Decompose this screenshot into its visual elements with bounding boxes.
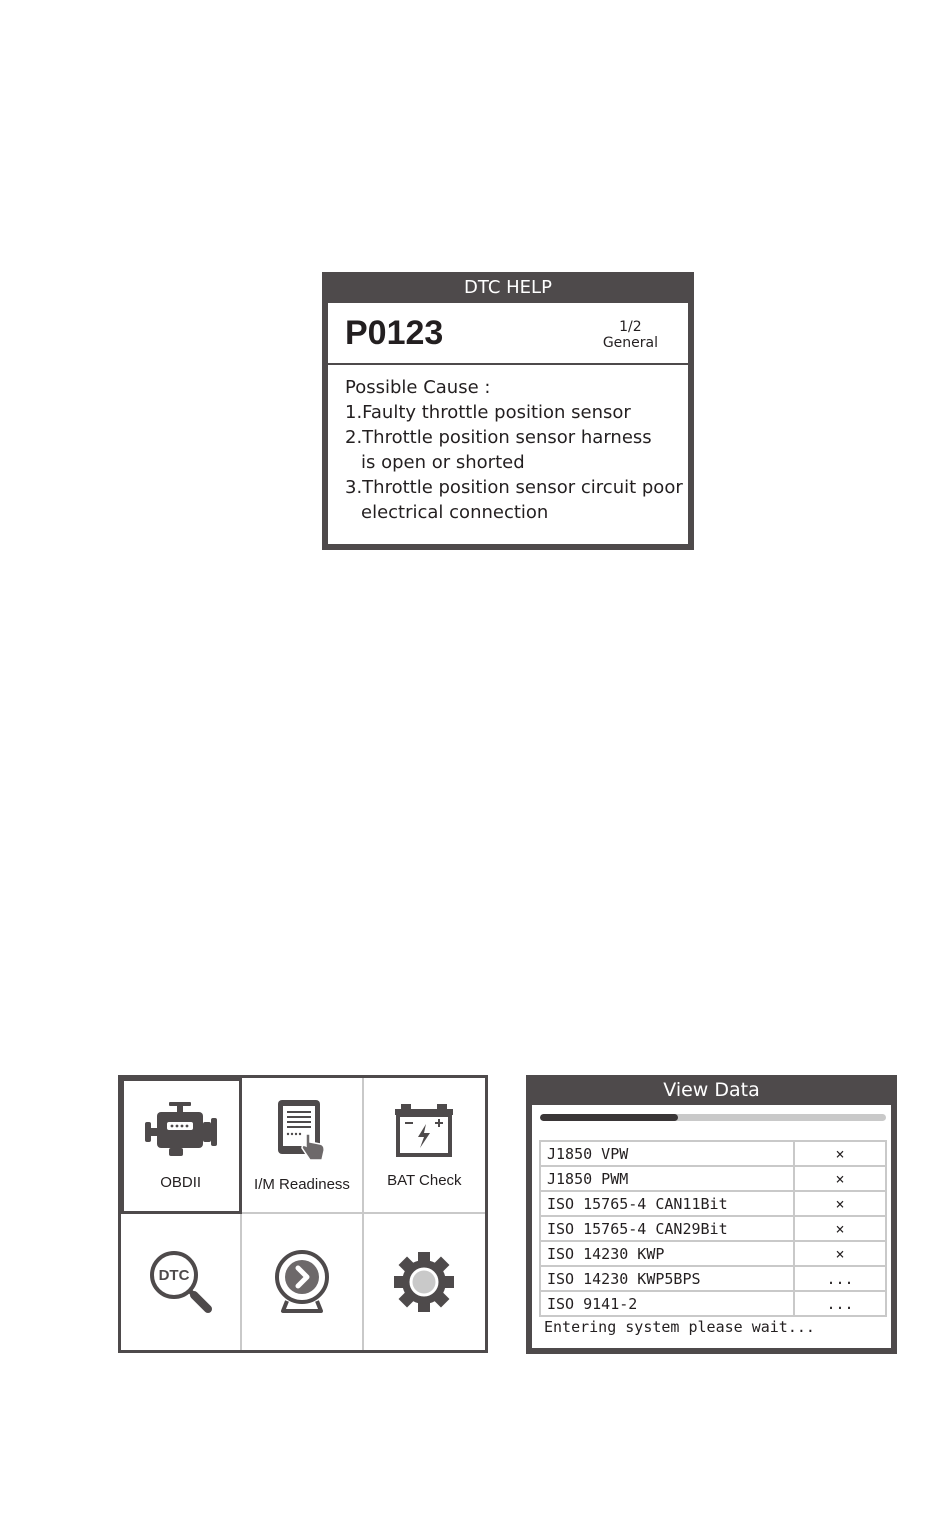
table-row bbox=[540, 1216, 886, 1241]
protocol-name: ISO 15765-4 CAN29Bit bbox=[540, 1216, 794, 1241]
protocol-status: × bbox=[794, 1216, 886, 1241]
cause-line: 2.Throttle position sensor harness bbox=[345, 427, 652, 448]
dtc-page-number: 1/2 bbox=[619, 319, 642, 335]
dtc-help-title: DTC HELP bbox=[464, 277, 552, 298]
possible-cause-text bbox=[328, 365, 688, 525]
view-data-title: View Data bbox=[663, 1079, 760, 1101]
dtc-category: General bbox=[602, 335, 658, 351]
dtc-help-screen bbox=[322, 272, 694, 550]
main-menu-grid bbox=[118, 1075, 488, 1353]
dtc-help-panel bbox=[328, 303, 688, 544]
cause-line: electrical connection bbox=[361, 502, 549, 523]
dtc-lookup-icon bbox=[148, 1249, 214, 1315]
protocol-status: × bbox=[794, 1241, 886, 1266]
table-row bbox=[540, 1291, 886, 1316]
menu-tile-im-readiness[interactable] bbox=[242, 1078, 363, 1214]
protocol-name: J1850 VPW bbox=[540, 1141, 794, 1166]
protocol-status: × bbox=[794, 1141, 886, 1166]
svg-text:DTC: DTC bbox=[158, 1267, 190, 1284]
table-row bbox=[540, 1191, 886, 1216]
protocol-name: ISO 14230 KWP bbox=[540, 1241, 794, 1266]
view-data-panel bbox=[532, 1105, 891, 1348]
menu-tile-setup[interactable] bbox=[364, 1214, 485, 1350]
dtc-page-info bbox=[603, 319, 658, 351]
dtc-code-row bbox=[328, 303, 688, 365]
protocol-name: ISO 9141-2 bbox=[540, 1291, 794, 1316]
protocol-status: × bbox=[794, 1191, 886, 1216]
protocol-name: ISO 14230 KWP5BPS bbox=[540, 1266, 794, 1291]
menu-tile-obdii[interactable] bbox=[121, 1078, 242, 1214]
protocol-table bbox=[539, 1140, 887, 1317]
review-icon bbox=[273, 1249, 331, 1315]
table-row bbox=[540, 1266, 886, 1291]
progress-bar bbox=[540, 1114, 886, 1121]
status-message: Entering system please wait... bbox=[544, 1318, 815, 1336]
protocol-status: ... bbox=[794, 1291, 886, 1316]
cause-line: 3.Throttle position sensor circuit poor bbox=[345, 477, 683, 498]
menu-tile-review[interactable] bbox=[242, 1214, 363, 1350]
engine-icon bbox=[143, 1100, 219, 1160]
menu-label-obdii: OBDII bbox=[160, 1173, 202, 1191]
menu-tile-bat-check[interactable] bbox=[364, 1078, 485, 1214]
protocol-status: ... bbox=[794, 1266, 886, 1291]
progress-fill bbox=[540, 1114, 678, 1121]
cause-heading: Possible Cause : bbox=[345, 377, 491, 398]
table-row bbox=[540, 1241, 886, 1266]
menu-label-bat-check: BAT Check bbox=[387, 1171, 462, 1189]
table-row bbox=[540, 1166, 886, 1191]
battery-icon bbox=[393, 1102, 455, 1158]
dtc-code: P0123 bbox=[345, 314, 444, 352]
protocol-name: J1850 PWM bbox=[540, 1166, 794, 1191]
menu-label-im-readiness: I/M Readiness bbox=[254, 1175, 350, 1193]
protocol-status: × bbox=[794, 1166, 886, 1191]
tablet-touch-icon bbox=[272, 1098, 332, 1162]
gear-icon bbox=[393, 1251, 455, 1313]
cause-line: 1.Faulty throttle position sensor bbox=[345, 402, 631, 423]
table-row bbox=[540, 1141, 886, 1166]
protocol-name: ISO 15765-4 CAN11Bit bbox=[540, 1191, 794, 1216]
menu-tile-dtc-lookup[interactable] bbox=[121, 1214, 242, 1350]
cause-line: is open or shorted bbox=[361, 452, 525, 473]
view-data-screen bbox=[526, 1075, 897, 1354]
